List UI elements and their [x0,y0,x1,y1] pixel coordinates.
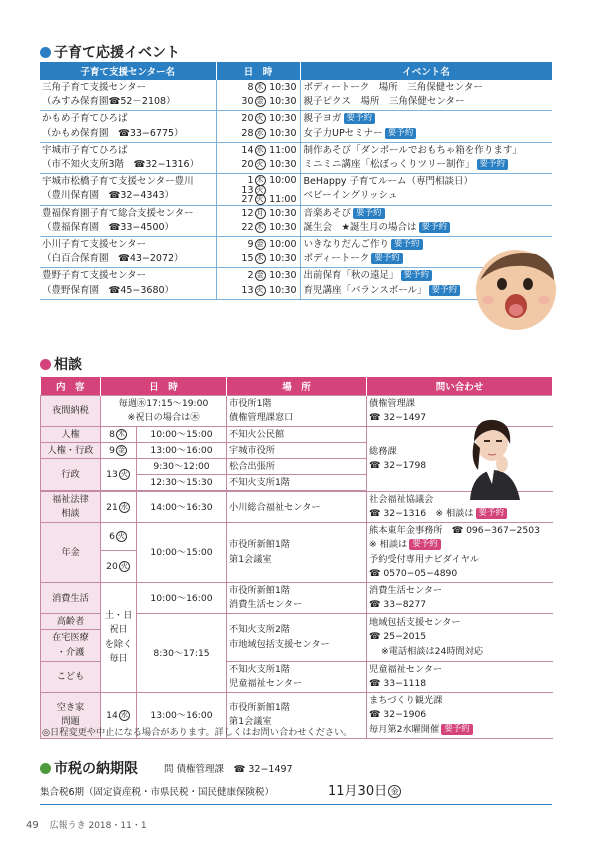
row-day: 14 水 [101,693,137,739]
table-row [40,205,552,236]
col-header-datetime: 日 時 [216,62,300,80]
row-day: 8 木 [101,426,137,442]
event-name: 音楽あそび 要予約 誕生会 ★誕生月の場合は 要予約 [300,205,552,236]
col-header-contact: 問い合わせ [367,377,553,395]
row-contact: 消費生活センター ☎ 33−8277 [367,583,553,614]
row-label: 在宅医療 ・介護 [41,630,101,661]
row-place: 松合出張所 [227,458,367,474]
row-label: 行政 [41,458,101,490]
row-place: 市役所新館1階 消費生活センター [227,583,367,614]
event-name: いきなりだんご作り 要予約 ボディートーク 要予約 [300,237,552,268]
col-header-center: 子育て支援センター名 [40,62,216,80]
tax-contact: 問 債権管理課 ☎ 32−1497 [164,764,293,775]
yoyaku-badge: 要予約 [429,285,461,296]
row-contact: 社会福祉協議会 ☎ 32−1316 ※ 相談は 要予約 [367,491,553,522]
col-header-place: 場 所 [227,377,367,395]
row-place: 不知火公民館 [227,426,367,442]
row-place: 不知火支所1階 児童福祉センター [227,661,367,692]
row-day: 20 火 [101,551,137,583]
tax-label: 集合税6期（固定資産税・市県民税・国民健康保険税） [40,787,275,798]
row-time: 10:00～15:00 [137,426,227,442]
row-label: 空き家 問題 [41,693,101,739]
event-datetime: 8 木 10:30 30 金 10:30 [216,80,300,111]
event-name: BeHappy 子育てルーム（専門相談日） ベビーイングリッシュ [300,174,552,206]
yoyaku-badge: 要予約 [371,253,403,264]
row-place: 不知火支所1階 [227,474,367,490]
yoyaku-badge: 要予約 [385,128,417,139]
row-label: 夜間納税 [41,395,101,426]
event-datetime: 20 火 10:30 28 水 10:30 [216,111,300,142]
yoyaku-badge: 要予約 [441,724,473,735]
row-day: 13 火 [101,458,137,490]
col-header-event: イベント名 [300,62,552,80]
center-name: 豊福保育園子育て総合支援センター （豊福保育園 ☎33−4500） [40,205,216,236]
row-place: 小川総合福祉センター [227,491,367,522]
bullet-icon [40,359,51,370]
row-contact: 児童福祉センター ☎ 33−1118 [367,661,553,692]
row-contact: まちづくり観光課 ☎ 32−1906 毎月第2水曜開催 要予約 [367,693,553,739]
row-time: 10:00～16:00 [137,583,227,614]
table-row [41,523,553,551]
yoyaku-badge: 要予約 [391,239,423,250]
yoyaku-badge: 要予約 [353,208,385,219]
row-time: 12:30～15:30 [137,474,227,490]
table-row [40,80,552,111]
yoyaku-badge: 要予約 [409,539,441,550]
row-label: こども [41,661,101,692]
row-time: 10:00～15:00 [137,523,227,583]
event-datetime: 14 水 11:00 20 火 10:30 [216,142,300,173]
woman-photo [440,408,546,500]
col-header-content: 内 容 [41,377,101,395]
row-time: 14:00～16:30 [137,491,227,522]
row-label: 年金 [41,523,101,583]
row-contact: 総務課 ☎ 32−1798 [367,426,553,491]
center-name: 宇城市子育てひろば （市不知火支所3階 ☎32−1316） [40,142,216,173]
col-header-datetime: 日 時 [101,377,227,395]
yoyaku-badge: 要予約 [419,222,451,233]
section-title-shizei: 市税の納期限 問 債権管理課 ☎ 32−1497 [40,758,293,778]
tax-date: 11月30日 金 [328,780,402,799]
row-contact: 熊本東年金事務所 ☎ 096−367−2503 ※ 相談は 要予約 予約受付専用ナビダイヤル ☎ 0570−05−4890 [367,523,553,583]
event-name: 出前保育「秋の遠足」 要予約 育児講座「バランスボール」 要予約 [300,268,552,299]
page-number: 49 [26,820,39,831]
row-day: 土・日 祝日 を除く 毎日 [101,583,137,693]
row-contact: 地域包括支援センター ☎ 25−2015 ※電話相談は24時間対応 [367,614,553,661]
center-name: 三角子育て支援センター （みすみ保育園☎52－2108） [40,80,216,111]
row-place: 市役所新館1階 第1会議室 [227,523,367,583]
row-label: 人権 [41,426,101,442]
row-place: 市役所新館1階 第1会議室 [227,693,367,739]
schedule-note: ◎日程変更や中止になる場合があります。詳しくはお問い合わせください。 [42,727,353,738]
event-name: 親子ヨガ 要予約 女子力UPセミナー 要予約 [300,111,552,142]
footer [26,818,147,831]
section-title-kosodate: 子育て応援イベント [40,42,180,62]
row-place: 市役所1階 債権管理課窓口 [227,395,367,426]
row-label: 福祉法律 相談 [41,491,101,522]
divider [40,804,552,805]
yoyaku-badge: 要予約 [476,508,508,519]
table-row [40,174,552,206]
center-name: 宇城市松橋子育て支援センター豊川 （豊川保育園 ☎32−4343） [40,174,216,206]
center-name: かもめ子育てひろば （かもめ保育園 ☎33−6775） [40,111,216,142]
center-name: 小川子育て支援センター （白百合保育園 ☎43−2072） [40,237,216,268]
publication: 広報うき 2018・11・1 [49,821,147,831]
row-day: 9 金 [101,442,137,458]
row-place: 不知火支所2階 市地域包括支援センター [227,614,367,661]
table-row [41,583,553,614]
baby-photo [466,240,562,332]
row-time: 9:30～12:00 [137,458,227,474]
bullet-icon [40,763,51,774]
event-datetime: 2 金 10:30 13 火 10:30 [216,268,300,299]
center-name: 豊野子育て支援センター （豊野保育園 ☎45−3680） [40,268,216,299]
event-name: 制作あそび「ダンボールでおもちゃ箱を作ります」 ミニミニ講座「松ぼっくりツリー制作」 要予約 [300,142,552,173]
row-label: 高齢者 [41,614,101,630]
row-time: 13:00～16:00 [137,442,227,458]
row-label: 人権・行政 [41,442,101,458]
event-name: ボディートーク 場所 三角保健センター 親子ピクス 場所 三角保健センター [300,80,552,111]
event-datetime: 1 木 10:00 13 火 27 火 11:00 [216,174,300,206]
event-datetime: 9 金 10:00 15 木 10:30 [216,237,300,268]
row-day: 6 火 [101,523,137,551]
yoyaku-badge: 要予約 [401,270,433,281]
row-label: 消費生活 [41,583,101,614]
table-row [40,142,552,173]
row-time: 8:30～17:15 [137,614,227,693]
row-time: 毎週㊌17:15～19:00 ※祝日の場合は㊍ [101,395,227,426]
bullet-icon [40,47,51,58]
row-contact: 債権管理課 ☎ 32−1497 [367,395,553,426]
event-datetime: 12 月 10:30 22 木 10:30 [216,205,300,236]
yoyaku-badge: 要予約 [477,159,509,170]
row-day: 21 水 [101,491,137,522]
yoyaku-badge: 要予約 [344,113,376,124]
table-row [40,111,552,142]
row-place: 宇城市役所 [227,442,367,458]
row-time: 13:00～16:00 [137,693,227,739]
section-title-soudan: 相談 [40,354,82,374]
